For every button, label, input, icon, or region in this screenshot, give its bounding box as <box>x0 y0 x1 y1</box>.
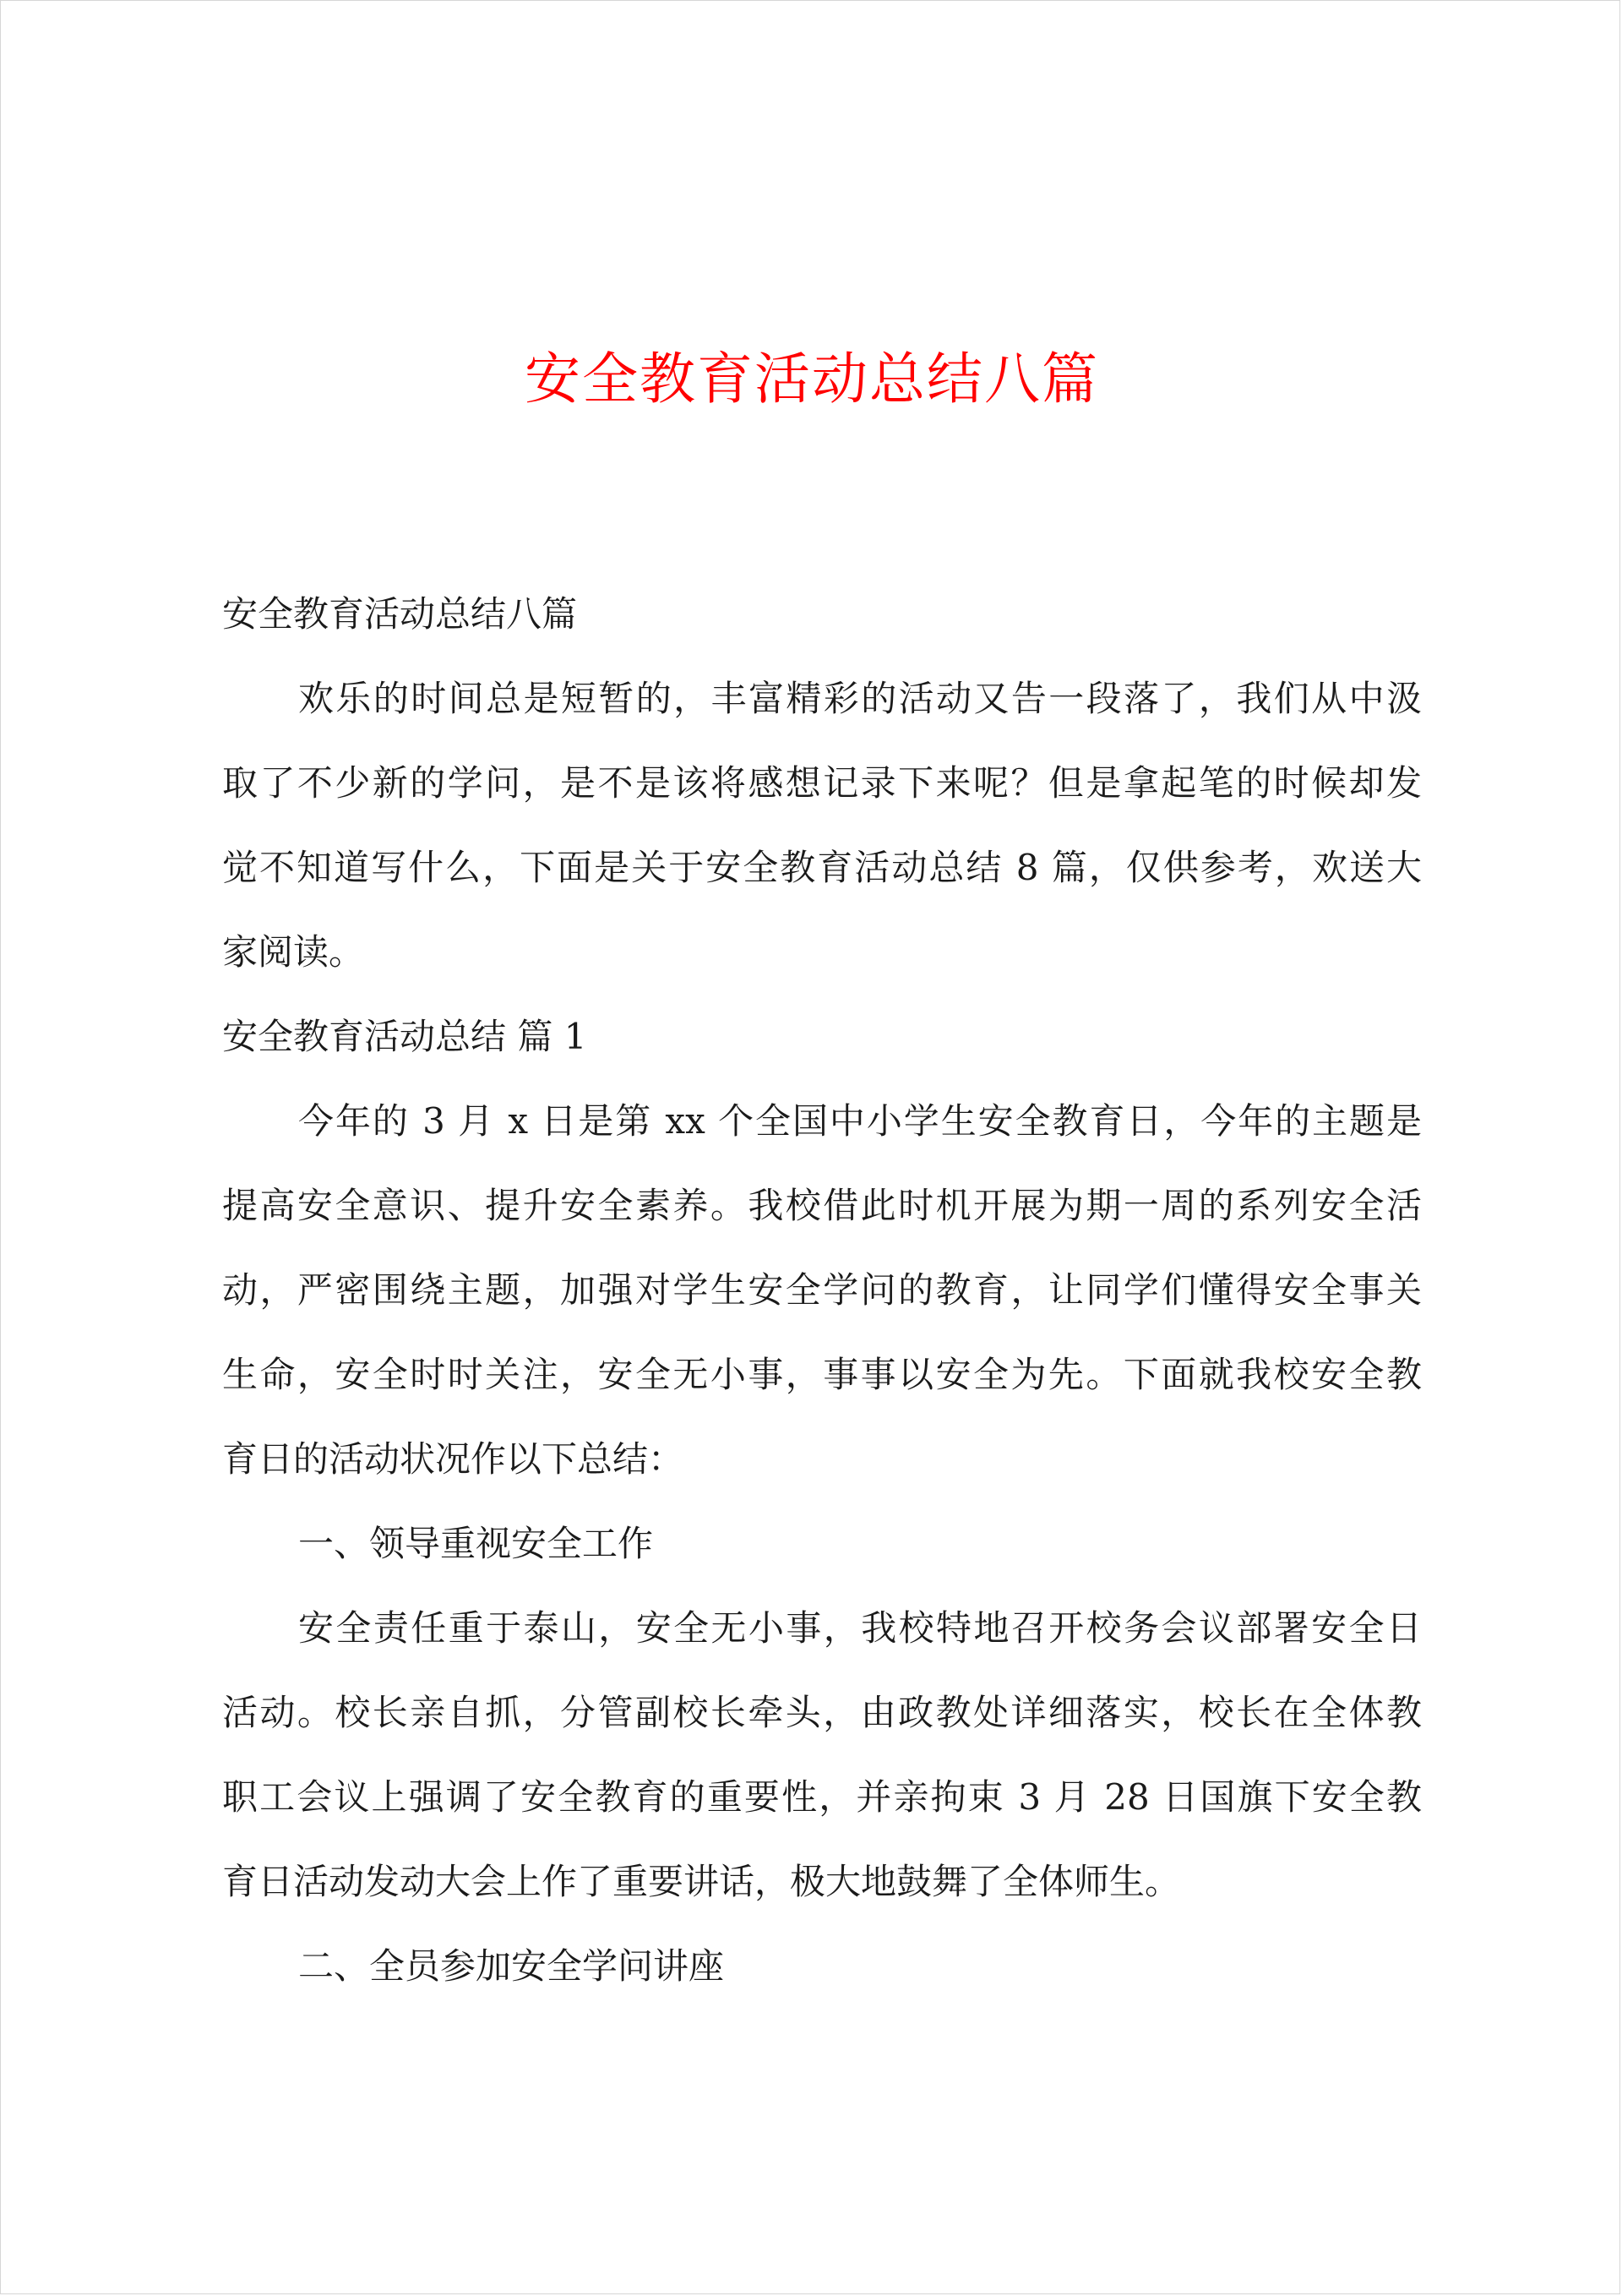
section-heading: 安全教育活动总结 篇 1 <box>222 1016 587 1057</box>
paragraph-line: 生命，安全时时关注，安全无小事，事事以安全为先。下面就我校安全教 <box>222 1354 1422 1395</box>
document-body <box>222 572 1422 2009</box>
paragraph-line: 活动。校长亲自抓，分管副校长牵头，由政教处详细落实，校长在全体教 <box>222 1692 1422 1733</box>
paragraph-line: 动，严密围绕主题，加强对学生安全学问的教育，让同学们懂得安全事关 <box>222 1269 1422 1311</box>
paragraph-line: 育日活动发动大会上作了重要讲话，极大地鼓舞了全体师生。 <box>222 1861 1181 1902</box>
paragraph-line: 安全责任重于泰山，安全无小事，我校特地召开校务会议部署安全日 <box>298 1607 1422 1649</box>
paragraph-line: 提高安全意识、提升安全素养。我校借此时机开展为期一周的系列安全活 <box>222 1185 1422 1226</box>
subsection-heading: 二、全员参加安全学问讲座 <box>298 1945 725 1987</box>
paragraph-line: 职工会议上强调了安全教育的重要性，并亲拘束 3 月 28 日国旗下安全教 <box>222 1776 1422 1818</box>
paragraph-line: 欢乐的时间总是短暂的，丰富精彩的活动又告一段落了，我们从中汲 <box>298 678 1422 719</box>
paragraph-line: 育日的活动状况作以下总结： <box>222 1438 684 1480</box>
document-title: 安全教育活动总结八篇 <box>525 346 1099 412</box>
paragraph-line: 取了不少新的学问，是不是该将感想记录下来呢？但是拿起笔的时候却发 <box>222 762 1422 804</box>
subsection-heading: 一、领导重视安全工作 <box>298 1523 654 1564</box>
paragraph-line: 家阅读。 <box>222 931 365 973</box>
doc-heading: 安全教育活动总结八篇 <box>222 593 578 635</box>
paragraph-line: 觉不知道写什么，下面是关于安全教育活动总结 8 篇，仅供参考，欢送大 <box>222 847 1422 888</box>
paragraph-line: 今年的 3 月 x 日是第 xx 个全国中小学生安全教育日，今年的主题是 <box>298 1100 1422 1142</box>
